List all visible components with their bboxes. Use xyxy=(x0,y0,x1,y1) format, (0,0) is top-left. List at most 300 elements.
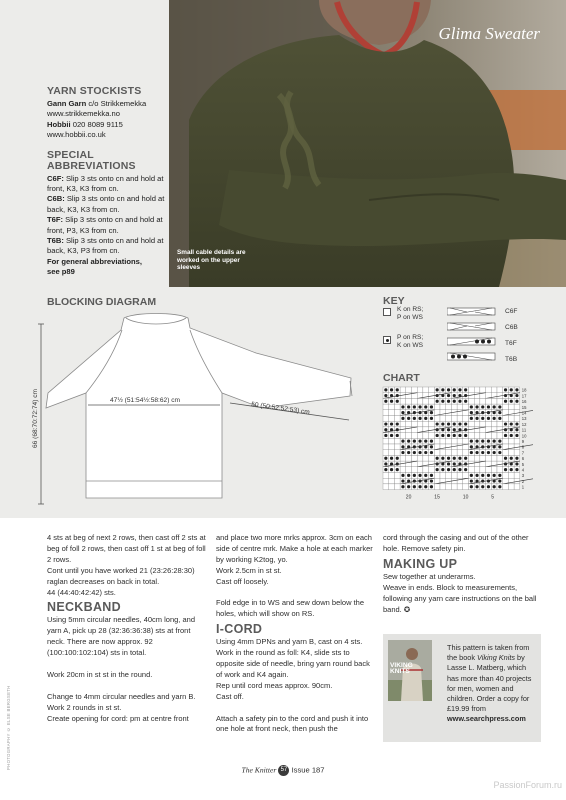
book-cover xyxy=(388,640,432,701)
chart-cell xyxy=(389,450,395,456)
chart-purl-dot xyxy=(407,451,410,454)
yarn-stockists-heading: YARN STOCKISTS xyxy=(47,85,142,97)
chart-purl-dot xyxy=(430,417,433,420)
chart-cell xyxy=(469,433,475,439)
chart-purl-dot xyxy=(413,417,416,420)
chart-purl-dot xyxy=(407,417,410,420)
chart-purl-dot xyxy=(453,422,456,425)
chart-cell xyxy=(389,438,395,444)
chart-row-number: 13 xyxy=(521,416,527,422)
chart-purl-dot xyxy=(407,405,410,408)
chart-cell xyxy=(412,398,418,404)
chart-row-number: 12 xyxy=(521,421,527,427)
stitch-key xyxy=(383,306,543,372)
chart-purl-dot xyxy=(470,445,473,448)
chart-cell xyxy=(394,450,400,456)
chart-purl-dot xyxy=(424,474,427,477)
chart-purl-dot xyxy=(447,422,450,425)
chart-purl-dot xyxy=(447,434,450,437)
chart-cell xyxy=(463,450,469,456)
chart-cell xyxy=(491,455,497,461)
chart-cell xyxy=(394,404,400,410)
chart-purl-dot xyxy=(384,428,387,431)
chart-purl-dot xyxy=(458,388,461,391)
chart-cell xyxy=(474,467,480,473)
chart-purl-dot xyxy=(436,400,439,403)
chart-purl-dot xyxy=(481,417,484,420)
chart-cell xyxy=(503,450,509,456)
chart-row-number: 14 xyxy=(521,410,527,416)
chart-cell xyxy=(469,467,475,473)
chart-purl-dot xyxy=(515,422,518,425)
sidebar xyxy=(47,86,177,278)
paragraph: Using 4mm DPNs and yarn B, cast on 4 sts. Work in the round as foll: K4, slide sts to opposite side of needle, bring yarn round back of work and K4 again. xyxy=(216,637,370,679)
chart-cell xyxy=(508,404,514,410)
chart-purl-dot xyxy=(487,440,490,443)
length-measurement: 66 (68:70:72:74) cm xyxy=(32,388,39,448)
paragraph: Work 2.5cm in st st. xyxy=(216,565,282,575)
paragraph: Weave in ends. Block to measurements, following any yarn care instructions on the ball band. ✪ xyxy=(383,582,537,614)
making-up-heading: MAKING UP xyxy=(383,556,458,571)
chart-cell xyxy=(514,484,520,490)
icord-heading: I-CORD xyxy=(216,622,263,637)
chart-purl-dot xyxy=(498,417,501,420)
cable-chart xyxy=(381,385,533,507)
chart-purl-dot xyxy=(436,388,439,391)
knit-symbol xyxy=(383,308,391,316)
chart-purl-dot xyxy=(515,468,518,471)
chart-cell xyxy=(383,450,389,456)
chart-cell xyxy=(434,438,440,444)
chart-purl-dot xyxy=(515,428,518,431)
chart-purl-dot xyxy=(487,474,490,477)
paragraph: Attach a safety pin to the cord and push it into one hole at front neck, then push the xyxy=(216,713,369,734)
chart-cell xyxy=(440,404,446,410)
paragraph: Sew together at underarms. xyxy=(383,571,476,581)
chart-purl-dot xyxy=(441,422,444,425)
chart-cell xyxy=(508,473,514,479)
chart-cell xyxy=(440,438,446,444)
chart-cell xyxy=(440,473,446,479)
book-promo xyxy=(383,634,541,742)
chart-cell xyxy=(412,467,418,473)
chart-purl-dot xyxy=(430,411,433,414)
paragraph: Rep until cord meas approx. 90cm. xyxy=(216,680,333,690)
chart-purl-dot xyxy=(470,474,473,477)
chart-cell xyxy=(383,478,389,484)
chart-cell xyxy=(491,433,497,439)
chart-purl-dot xyxy=(418,405,421,408)
pattern-title: Glima Sweater xyxy=(438,24,540,43)
chart-purl-dot xyxy=(515,457,518,460)
chart-purl-dot xyxy=(413,474,416,477)
chart-purl-dot xyxy=(493,417,496,420)
chart-cell xyxy=(480,398,486,404)
chart-purl-dot xyxy=(401,451,404,454)
chart-purl-dot xyxy=(430,440,433,443)
chart-purl-dot xyxy=(475,440,478,443)
issue-number: Issue 187 xyxy=(291,765,325,775)
chart-purl-dot xyxy=(453,457,456,460)
chart-cell xyxy=(406,421,412,427)
chart-cell xyxy=(423,455,429,461)
chart-purl-dot xyxy=(396,457,399,460)
chart-purl-dot xyxy=(436,468,439,471)
chart-purl-dot xyxy=(424,485,427,488)
chart-cell xyxy=(451,484,457,490)
chart-cell xyxy=(406,387,412,393)
chart-cell xyxy=(491,467,497,473)
chart-purl-dot xyxy=(424,451,427,454)
chart-purl-dot xyxy=(447,462,450,465)
knit-symbol-label: K on RS; P on WS xyxy=(397,306,424,321)
chart-cell xyxy=(491,421,497,427)
chart-column-number: 5 xyxy=(491,494,495,501)
abbreviation-t6f: T6F: Slip 3 sts onto cn and hold at front, P3, K3 from cn. xyxy=(47,215,163,235)
chart-purl-dot xyxy=(504,400,507,403)
neckband-heading: NECKBAND xyxy=(47,600,121,615)
stockist-line: Gann Garn c/o Strikkemekka xyxy=(47,99,147,108)
general-abbreviations-note: For general abbreviations, see p89 xyxy=(47,256,142,277)
chart-cell xyxy=(429,421,435,427)
chart-cell xyxy=(480,455,486,461)
abbreviation-t6b: T6B: Slip 3 sts onto cn and hold at back, K3, P3 from cn. xyxy=(47,236,164,256)
chart-column-number: 15 xyxy=(434,494,440,501)
chart-purl-dot xyxy=(493,405,496,408)
chart-purl-dot xyxy=(436,422,439,425)
chart-purl-dot xyxy=(515,462,518,465)
chart-purl-dot xyxy=(430,474,433,477)
chart-purl-dot xyxy=(510,434,513,437)
chart-cell xyxy=(451,450,457,456)
chart-cell xyxy=(400,467,406,473)
chart-cell xyxy=(503,416,509,422)
paragraph: Fold edge in to WS and sew down below the holes, which will show on RS. xyxy=(216,598,365,619)
chart-cell xyxy=(457,404,463,410)
chart-cell xyxy=(469,455,475,461)
chart-cell xyxy=(417,421,423,427)
t6b-label: T6B xyxy=(505,356,518,363)
chart-cell xyxy=(463,416,469,422)
chart-cell xyxy=(486,433,492,439)
chart-cell xyxy=(389,444,395,450)
chart-purl-dot xyxy=(390,434,393,437)
chart-cell xyxy=(423,398,429,404)
chart-purl-dot xyxy=(498,411,501,414)
chart-row-number: 7 xyxy=(521,450,525,456)
chart-purl-dot xyxy=(470,405,473,408)
chart-purl-dot xyxy=(407,485,410,488)
purl-symbol-label: P on RS; K on WS xyxy=(397,334,424,349)
chart-purl-dot xyxy=(515,388,518,391)
chart-purl-dot xyxy=(430,479,433,482)
chart-purl-dot xyxy=(413,405,416,408)
chart-purl-dot xyxy=(487,451,490,454)
instructions-column-1 xyxy=(47,533,207,724)
chart-cell xyxy=(394,416,400,422)
chart-purl-dot xyxy=(498,479,501,482)
chart-cell xyxy=(434,450,440,456)
chart-cell xyxy=(446,416,452,422)
chart-purl-dot xyxy=(487,417,490,420)
chart-cell xyxy=(497,387,503,393)
chart-purl-dot xyxy=(493,485,496,488)
paragraph: cord through the casing and out of the other hole. Remove safety pin. xyxy=(383,533,529,553)
abbreviation-c6f: C6F: Slip 3 sts onto cn and hold at front, K3, K3 from cn. xyxy=(47,173,164,194)
chart-purl-dot xyxy=(515,400,518,403)
chart-purl-dot xyxy=(390,457,393,460)
chart-cell xyxy=(497,421,503,427)
chart-cell xyxy=(394,484,400,490)
chart-cell xyxy=(469,387,475,393)
chart-cell xyxy=(457,438,463,444)
chart-row-number: 8 xyxy=(521,444,525,450)
chart-purl-dot xyxy=(510,400,513,403)
chart-cell xyxy=(474,455,480,461)
chart-purl-dot xyxy=(401,417,404,420)
chart-row-number: 5 xyxy=(521,461,525,467)
chart-row-number: 16 xyxy=(521,399,527,405)
chart-purl-dot xyxy=(407,474,410,477)
paragraph: Create opening for cord: pm at centre front xyxy=(47,713,189,723)
chart-cell xyxy=(423,467,429,473)
chart-purl-dot xyxy=(498,451,501,454)
key-heading: KEY xyxy=(383,295,405,307)
chart-purl-dot xyxy=(413,440,416,443)
chart-cell xyxy=(412,387,418,393)
chart-cell xyxy=(423,421,429,427)
chart-cell xyxy=(412,421,418,427)
chart-purl-dot xyxy=(475,417,478,420)
chart-cell xyxy=(406,398,412,404)
chart-cell xyxy=(514,404,520,410)
chart-purl-dot xyxy=(447,468,450,471)
chart-cell xyxy=(486,467,492,473)
purl-symbol xyxy=(383,336,391,344)
chart-row-number: 3 xyxy=(521,473,525,479)
chart-purl-dot xyxy=(515,434,518,437)
chart-cell xyxy=(429,467,435,473)
chart-purl-dot xyxy=(498,474,501,477)
chart-cell xyxy=(406,467,412,473)
chart-purl-dot xyxy=(453,394,456,397)
chart-purl-dot xyxy=(384,457,387,460)
abbreviation-c6b: C6B: Slip 3 sts onto cn and hold at back, K3, K3 from cn. xyxy=(47,194,165,214)
chart-cell xyxy=(457,450,463,456)
chart-cell xyxy=(491,398,497,404)
chart-cell xyxy=(497,398,503,404)
chart-purl-dot xyxy=(470,479,473,482)
chart-purl-dot xyxy=(430,405,433,408)
chart-cell xyxy=(440,484,446,490)
chart-purl-dot xyxy=(418,417,421,420)
chart-cell xyxy=(514,473,520,479)
chart-cell xyxy=(474,433,480,439)
chart-cell xyxy=(463,484,469,490)
chart-purl-dot xyxy=(475,405,478,408)
chart-purl-dot xyxy=(447,457,450,460)
chart-purl-dot xyxy=(453,428,456,431)
chart-cell xyxy=(446,473,452,479)
chart-cell xyxy=(491,387,497,393)
chart-cell xyxy=(400,455,406,461)
chart-purl-dot xyxy=(384,388,387,391)
chart-row-number: 6 xyxy=(521,456,525,462)
chart-purl-dot xyxy=(458,468,461,471)
paragraph: Change to 4mm circular needles and yarn B. xyxy=(47,691,196,701)
chart-purl-dot xyxy=(401,411,404,414)
chart-purl-dot xyxy=(458,422,461,425)
chart-purl-dot xyxy=(413,485,416,488)
chart-cell xyxy=(394,438,400,444)
chart-purl-dot xyxy=(441,457,444,460)
chart-cell xyxy=(389,410,395,416)
chart-cell xyxy=(394,444,400,450)
chart-cell xyxy=(451,438,457,444)
chart-row-number: 1 xyxy=(521,484,525,490)
chart-cell xyxy=(434,473,440,479)
blocking-diagram-heading: BLOCKING DIAGRAM xyxy=(47,296,157,308)
chart-cell xyxy=(446,484,452,490)
chart-purl-dot xyxy=(447,400,450,403)
stockist-line: www.strikkemekka.no xyxy=(47,109,121,119)
chart-cell xyxy=(446,404,452,410)
chart-cell xyxy=(497,467,503,473)
chart-cell xyxy=(474,398,480,404)
chart-cell xyxy=(457,416,463,422)
chart-cell xyxy=(400,398,406,404)
chart-cell xyxy=(434,404,440,410)
chart-purl-dot xyxy=(418,440,421,443)
chart-purl-dot xyxy=(470,417,473,420)
chart-purl-dot xyxy=(436,457,439,460)
chart-cell xyxy=(480,421,486,427)
special-abbreviations-heading: SPECIAL ABBREVIATIONS xyxy=(47,148,136,172)
chart-cell xyxy=(497,455,503,461)
chart-row-number: 9 xyxy=(521,439,525,444)
chart-cell xyxy=(463,473,469,479)
chart-purl-dot xyxy=(447,394,450,397)
chart-purl-dot xyxy=(418,474,421,477)
chart-purl-dot xyxy=(498,485,501,488)
chart-purl-dot xyxy=(390,400,393,403)
chart-purl-dot xyxy=(384,400,387,403)
chart-cell xyxy=(417,398,423,404)
chart-cell xyxy=(429,455,435,461)
chart-purl-dot xyxy=(481,474,484,477)
chart-cell xyxy=(463,438,469,444)
chart-purl-dot xyxy=(458,434,461,437)
chart-row-number: 4 xyxy=(521,467,525,473)
chart-cell xyxy=(486,455,492,461)
chart-row-number: 15 xyxy=(521,404,527,410)
chart-purl-dot xyxy=(453,468,456,471)
chart-purl-dot xyxy=(447,428,450,431)
cable-symbols xyxy=(447,306,499,364)
chart-purl-dot xyxy=(464,400,467,403)
chart-purl-dot xyxy=(470,440,473,443)
chart-purl-dot xyxy=(493,474,496,477)
page-footer xyxy=(0,765,566,776)
chart-cell xyxy=(474,387,480,393)
chart-purl-dot xyxy=(401,445,404,448)
chart-purl-dot xyxy=(401,479,404,482)
paragraph: Work 2 rounds in st st. xyxy=(47,702,122,712)
chart-purl-dot xyxy=(384,462,387,465)
chart-cell xyxy=(457,484,463,490)
paragraph: Cast off. xyxy=(216,691,244,701)
photo-credit: PHOTOGRAPHY © ELSE BERGSETH xyxy=(6,685,11,770)
t6f-label: T6F xyxy=(505,340,517,347)
chart-cell xyxy=(383,444,389,450)
chart-purl-dot xyxy=(464,422,467,425)
chart-cell xyxy=(440,416,446,422)
chart-purl-dot xyxy=(481,485,484,488)
chart-purl-dot xyxy=(464,434,467,437)
chart-cell xyxy=(394,478,400,484)
chart-cell xyxy=(480,467,486,473)
chart-purl-dot xyxy=(493,440,496,443)
chart-purl-dot xyxy=(453,462,456,465)
chart-cell xyxy=(457,473,463,479)
stockist-line: Hobbii 020 8089 9115 xyxy=(47,119,123,129)
chart-cell xyxy=(389,473,395,479)
chart-purl-dot xyxy=(481,440,484,443)
chart-cell xyxy=(508,438,514,444)
chart-cell xyxy=(503,473,509,479)
chart-cell xyxy=(451,404,457,410)
chart-cell xyxy=(400,387,406,393)
chart-purl-dot xyxy=(464,468,467,471)
chart-cell xyxy=(503,438,509,444)
paragraph: 4 sts at beg of next 2 rows, then cast off 2 sts at beg of foll 2 rows, then cast off 1 st at beg of foll 2 rows. xyxy=(47,533,206,564)
chart-cell xyxy=(514,438,520,444)
promo-link[interactable]: www.searchpress.com xyxy=(447,714,526,724)
chart-cell xyxy=(394,410,400,416)
chart-purl-dot xyxy=(475,474,478,477)
chart-purl-dot xyxy=(441,400,444,403)
chart-purl-dot xyxy=(401,440,404,443)
chart-purl-dot xyxy=(418,485,421,488)
chart-cell xyxy=(451,473,457,479)
chart-purl-dot xyxy=(424,440,427,443)
chart-cell xyxy=(429,433,435,439)
end-mark-icon: ✪ xyxy=(403,604,411,614)
paragraph: Cast off loosely. xyxy=(216,576,269,586)
chart-purl-dot xyxy=(475,485,478,488)
chart-purl-dot xyxy=(498,405,501,408)
chart-purl-dot xyxy=(510,457,513,460)
chart-purl-dot xyxy=(430,445,433,448)
chart-cell xyxy=(434,484,440,490)
chart-purl-dot xyxy=(424,417,427,420)
chart-purl-dot xyxy=(396,400,399,403)
chart-cell xyxy=(480,433,486,439)
chart-cell xyxy=(440,450,446,456)
chart-purl-dot xyxy=(464,388,467,391)
chart-purl-dot xyxy=(441,468,444,471)
chart-purl-dot xyxy=(515,394,518,397)
chart-cell xyxy=(389,404,395,410)
chart-cell xyxy=(383,404,389,410)
chart-cell xyxy=(417,433,423,439)
chart-purl-dot xyxy=(481,405,484,408)
chart-purl-dot xyxy=(384,468,387,471)
chart-purl-dot xyxy=(436,434,439,437)
chart-purl-dot xyxy=(475,451,478,454)
book-cover-title: VIKING KNITS xyxy=(390,662,413,676)
chart-purl-dot xyxy=(470,485,473,488)
